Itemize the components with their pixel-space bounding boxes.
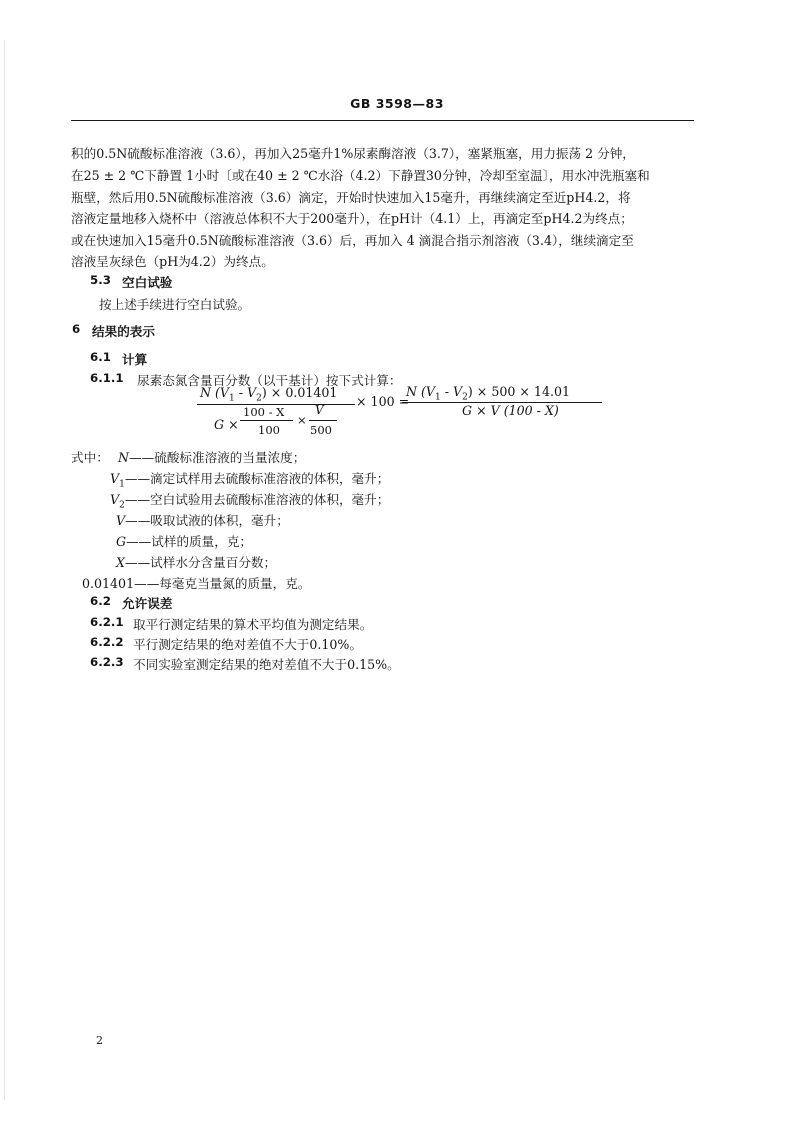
section-text: 尿素态氮含量百分数（以干基计）按下式计算： <box>137 373 402 388</box>
page-number: 2 <box>96 1034 103 1047</box>
paragraph-line: 溶液定量地移入烧杯中（溶液总体积不大于200毫升），在pH计（4.1）上，再滴定至pH4.2为终点； <box>71 211 633 226</box>
formula-small-denominator: 100 <box>258 423 280 437</box>
paragraph-line: 瓶壁，然后用0.5N硫酸标准溶液（3.6）滴定，开始时快速加入15毫升，再继续滴定至近pH4.2，将 <box>71 190 631 205</box>
header-rule <box>71 120 694 121</box>
fraction-bar <box>240 420 293 421</box>
section-title: 结果的表示 <box>92 324 155 339</box>
section-number: 6.1.1 <box>90 371 124 385</box>
section-text: 平行测定结果的绝对差值不大于0.10%。 <box>133 637 362 652</box>
section-text: 不同实验室测定结果的绝对差值不大于0.15%。 <box>133 657 400 672</box>
formula-rhs-numerator: N $(V_1 - V_2) \times 500 \times 14.01$ <box>406 384 570 403</box>
formula-small-numerator: V <box>315 403 324 417</box>
variable-definition: X——试样水分含量百分数； <box>116 555 277 570</box>
formula-denominator-g: G × <box>214 417 239 432</box>
fraction-bar <box>309 420 337 421</box>
section-number: 6.2.2 <box>90 635 124 649</box>
section-number: 6.2.3 <box>90 655 124 669</box>
section-number: 5.3 <box>90 273 111 287</box>
variable-definition: $V_1——$滴定试样用去硫酸标准溶液的体积，毫升； <box>110 471 390 490</box>
formula-times: × <box>297 413 307 427</box>
paragraph-line: 在25 ± 2 ℃下静置 1小时〔或在40 ± 2 ℃水浴（4.2）下静置30分钟，冷却至室温〕，用水冲洗瓶塞和 <box>71 168 650 183</box>
section-title: 空白试验 <box>122 275 173 290</box>
section-title: 计算 <box>122 352 148 367</box>
paragraph-line: 溶液呈灰绿色（pH为4.2）为终点。 <box>71 254 274 269</box>
paragraph-line: 积的0.5N硫酸标准溶液（3.6），再加入25毫升1%尿素酶溶液（3.7），塞紧瓶塞，用力振荡 2 分钟， <box>71 146 635 161</box>
section-text: 按上述手续进行空白试验。 <box>99 297 251 312</box>
variable-definition: N——硫酸标准溶液的当量浓度； <box>118 450 306 465</box>
section-number: 6.2.1 <box>90 615 124 629</box>
section-text: 取平行测定结果的算术平均值为测定结果。 <box>133 617 373 632</box>
formula-rhs-denominator: G × V (100 - X) <box>462 403 559 418</box>
section-number: 6.1 <box>90 350 111 364</box>
variable-definition: V——吸取试液的体积，毫升； <box>116 513 289 528</box>
formula-times-100: × 100 = <box>356 394 410 409</box>
section-number: 6.2 <box>90 594 111 608</box>
where-label: 式中： <box>71 450 109 465</box>
standard-header: GB 3598—83 <box>350 96 444 111</box>
formula-numerator: N $(V_1 - V_2) \times 0.01401$ <box>200 385 338 404</box>
variable-definition: $V_2——$空白试验用去硫酸标准溶液的体积，毫升； <box>110 492 390 511</box>
scan-edge-line <box>4 40 5 1100</box>
paragraph-line: 或在快速加入15毫升0.5N硫酸标准溶液（3.6）后，再加入 4 滴混合指示剂溶液（3.4），继续滴定至 <box>71 233 634 248</box>
formula-small-numerator: 100 - X <box>243 405 285 419</box>
formula-small-denominator: 500 <box>310 423 332 437</box>
section-title: 允许误差 <box>122 596 173 611</box>
variable-definition: G——试样的质量，克； <box>116 534 252 549</box>
section-number: 6 <box>72 322 81 336</box>
constant-definition: 0.01401——每毫克当量氮的质量，克。 <box>82 576 311 591</box>
